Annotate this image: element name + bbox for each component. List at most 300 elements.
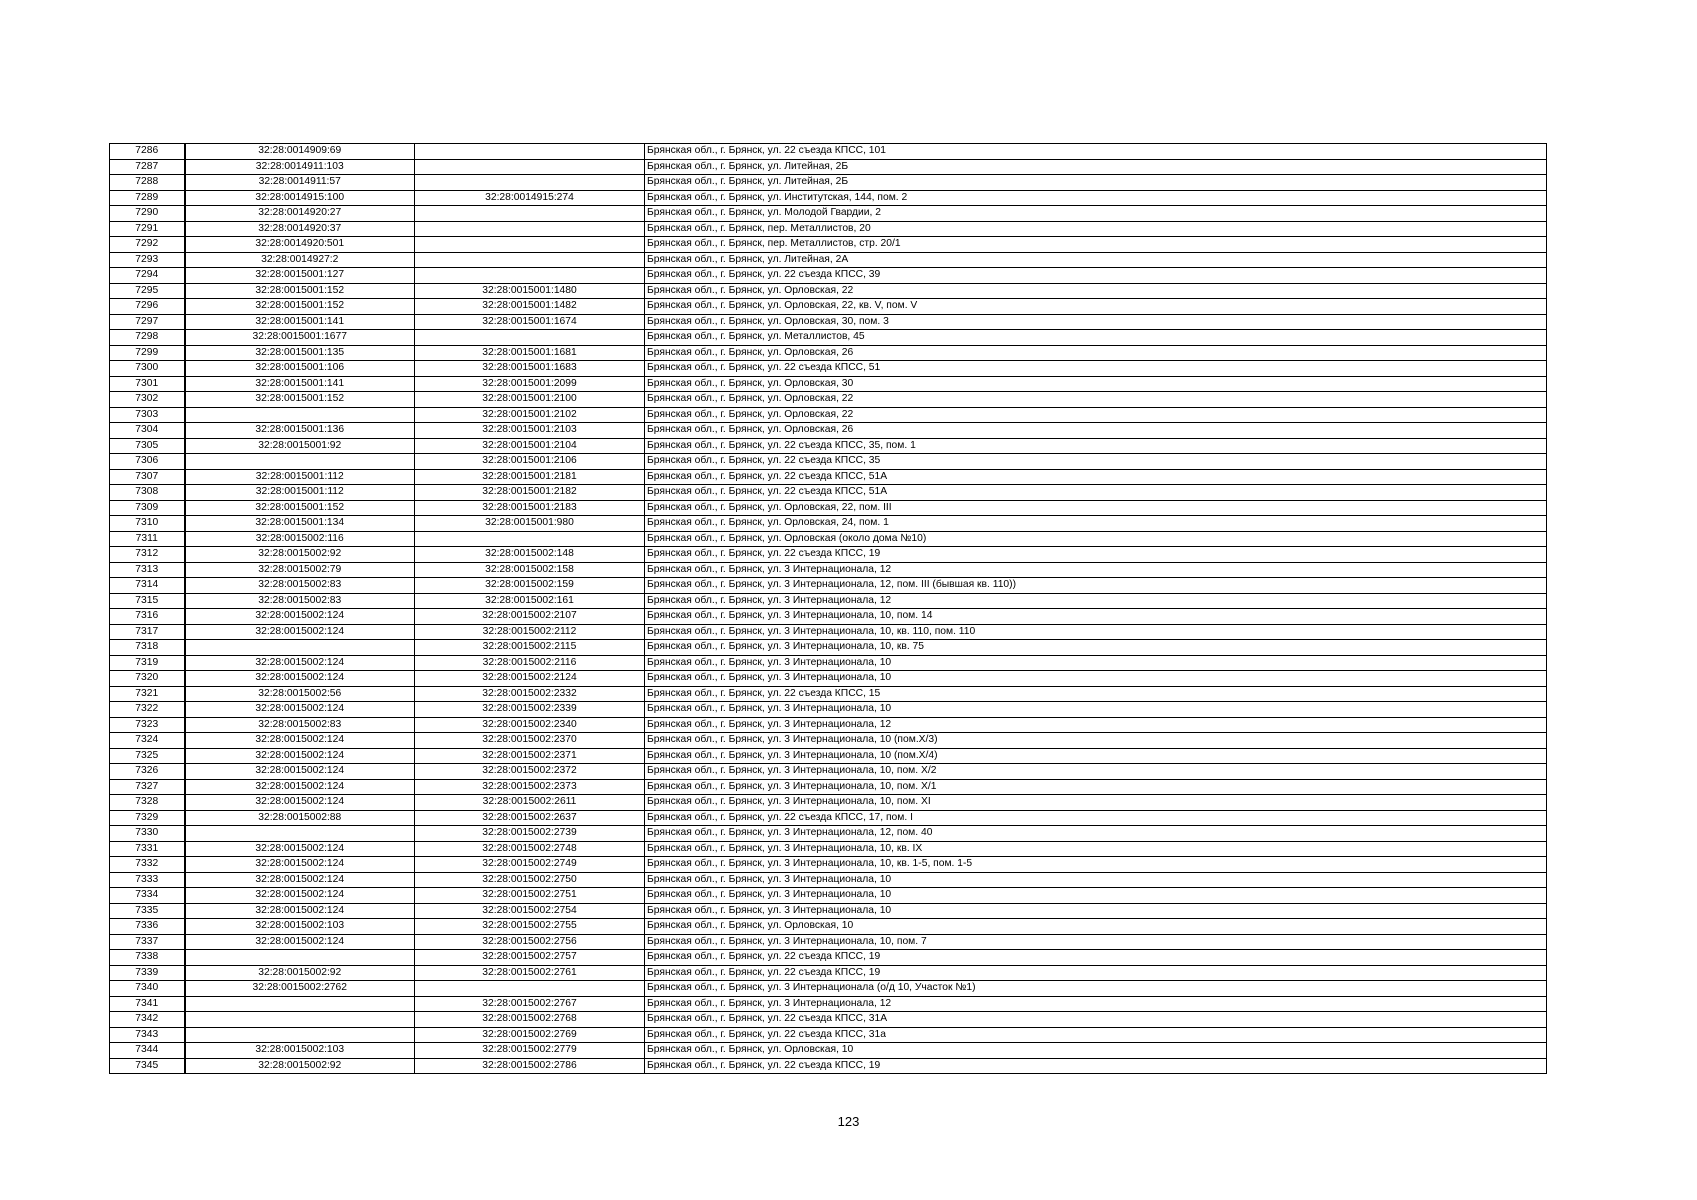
land-parcel-cadastral-number-cell: 32:28:0014920:37 bbox=[185, 221, 415, 237]
address-cell: Брянская обл., г. Брянск, пер. Металлистов, 20 bbox=[645, 221, 1547, 237]
address-cell: Брянская обл., г. Брянск, ул. Орловская, 30, пом. 3 bbox=[645, 314, 1547, 330]
record-number-cell: 7339 bbox=[110, 965, 185, 981]
object-cadastral-number-cell: 32:28:0015002:2769 bbox=[415, 1027, 645, 1043]
table-row bbox=[110, 764, 1547, 780]
land-parcel-cadastral-number-cell: 32:28:0014927:2 bbox=[185, 252, 415, 268]
object-cadastral-number-cell: 32:28:0015002:2757 bbox=[415, 950, 645, 966]
record-number-cell: 7326 bbox=[110, 764, 185, 780]
table-row bbox=[110, 717, 1547, 733]
land-parcel-cadastral-number-cell: 32:28:0015001:152 bbox=[185, 283, 415, 299]
address-cell: Брянская обл., г. Брянск, ул. Орловская (около дома №10) bbox=[645, 531, 1547, 547]
table-row bbox=[110, 1027, 1547, 1043]
record-number-cell: 7341 bbox=[110, 996, 185, 1012]
table-row bbox=[110, 144, 1547, 160]
address-cell: Брянская обл., г. Брянск, ул. 22 съезда КПСС, 31а bbox=[645, 1027, 1547, 1043]
object-cadastral-number-cell: 32:28:0015001:2100 bbox=[415, 392, 645, 408]
address-cell: Брянская обл., г. Брянск, ул. Орловская, 22 bbox=[645, 407, 1547, 423]
table-row bbox=[110, 469, 1547, 485]
table-row bbox=[110, 810, 1547, 826]
table-row bbox=[110, 671, 1547, 687]
object-cadastral-number-cell: 32:28:0015001:2103 bbox=[415, 423, 645, 439]
object-cadastral-number-cell: 32:28:0015002:2373 bbox=[415, 779, 645, 795]
table-row bbox=[110, 547, 1547, 563]
table-row bbox=[110, 981, 1547, 997]
address-cell: Брянская обл., г. Брянск, ул. 3 Интернационала (о/д 10, Участок №1) bbox=[645, 981, 1547, 997]
record-number-cell: 7319 bbox=[110, 655, 185, 671]
table-row bbox=[110, 314, 1547, 330]
table-row bbox=[110, 903, 1547, 919]
address-cell: Брянская обл., г. Брянск, ул. Орловская, 24, пом. 1 bbox=[645, 516, 1547, 532]
land-parcel-cadastral-number-cell: 32:28:0014920:501 bbox=[185, 237, 415, 253]
land-parcel-cadastral-number-cell bbox=[185, 950, 415, 966]
record-number-cell: 7332 bbox=[110, 857, 185, 873]
object-cadastral-number-cell: 32:28:0015002:2372 bbox=[415, 764, 645, 780]
land-parcel-cadastral-number-cell: 32:28:0015002:116 bbox=[185, 531, 415, 547]
object-cadastral-number-cell: 32:28:0015002:2750 bbox=[415, 872, 645, 888]
address-cell: Брянская обл., г. Брянск, ул. Орловская, 30 bbox=[645, 376, 1547, 392]
table-row bbox=[110, 299, 1547, 315]
address-cell: Брянская обл., г. Брянск, ул. 3 Интернационала, 10, кв. 110, пом. 110 bbox=[645, 624, 1547, 640]
address-cell: Брянская обл., г. Брянск, ул. Орловская, 22 bbox=[645, 283, 1547, 299]
table-row bbox=[110, 361, 1547, 377]
land-parcel-cadastral-number-cell: 32:28:0015001:152 bbox=[185, 299, 415, 315]
address-cell: Брянская обл., г. Брянск, ул. 22 съезда КПСС, 51 bbox=[645, 361, 1547, 377]
land-parcel-cadastral-number-cell: 32:28:0015001:136 bbox=[185, 423, 415, 439]
land-parcel-cadastral-number-cell: 32:28:0015002:83 bbox=[185, 593, 415, 609]
land-parcel-cadastral-number-cell: 32:28:0015002:124 bbox=[185, 903, 415, 919]
object-cadastral-number-cell: 32:28:0015002:2749 bbox=[415, 857, 645, 873]
address-cell: Брянская обл., г. Брянск, ул. 22 съезда КПСС, 35, пом. 1 bbox=[645, 438, 1547, 454]
record-number-cell: 7289 bbox=[110, 190, 185, 206]
table-row bbox=[110, 485, 1547, 501]
land-parcel-cadastral-number-cell: 32:28:0015002:124 bbox=[185, 795, 415, 811]
address-cell: Брянская обл., г. Брянск, ул. 3 Интернационала, 12, пом. 40 bbox=[645, 826, 1547, 842]
table-row bbox=[110, 841, 1547, 857]
record-number-cell: 7300 bbox=[110, 361, 185, 377]
address-cell: Брянская обл., г. Брянск, ул. 22 съезда КПСС, 19 bbox=[645, 547, 1547, 563]
address-cell: Брянская обл., г. Брянск, ул. 3 Интернационала, 10 bbox=[645, 655, 1547, 671]
address-cell: Брянская обл., г. Брянск, ул. 22 съезда КПСС, 15 bbox=[645, 686, 1547, 702]
table-row bbox=[110, 221, 1547, 237]
address-cell: Брянская обл., г. Брянск, ул. Молодой Гвардии, 2 bbox=[645, 206, 1547, 222]
table-row bbox=[110, 330, 1547, 346]
record-number-cell: 7314 bbox=[110, 578, 185, 594]
land-parcel-cadastral-number-cell bbox=[185, 454, 415, 470]
record-number-cell: 7310 bbox=[110, 516, 185, 532]
address-cell: Брянская обл., г. Брянск, ул. 3 Интернационала, 10, кв. 1-5, пом. 1-5 bbox=[645, 857, 1547, 873]
land-parcel-cadastral-number-cell: 32:28:0015002:88 bbox=[185, 810, 415, 826]
record-number-cell: 7340 bbox=[110, 981, 185, 997]
record-number-cell: 7311 bbox=[110, 531, 185, 547]
table-row bbox=[110, 1012, 1547, 1028]
land-parcel-cadastral-number-cell: 32:28:0015001:92 bbox=[185, 438, 415, 454]
object-cadastral-number-cell: 32:28:0015001:980 bbox=[415, 516, 645, 532]
record-number-cell: 7331 bbox=[110, 841, 185, 857]
record-number-cell: 7302 bbox=[110, 392, 185, 408]
address-cell: Брянская обл., г. Брянск, ул. 3 Интернационала, 10 bbox=[645, 903, 1547, 919]
land-parcel-cadastral-number-cell: 32:28:0015002:83 bbox=[185, 578, 415, 594]
table-row bbox=[110, 655, 1547, 671]
address-cell: Брянская обл., г. Брянск, ул. 3 Интернационала, 12 bbox=[645, 717, 1547, 733]
record-number-cell: 7338 bbox=[110, 950, 185, 966]
table-row bbox=[110, 996, 1547, 1012]
land-parcel-cadastral-number-cell bbox=[185, 1027, 415, 1043]
address-cell: Брянская обл., г. Брянск, ул. 3 Интернационала, 10 (пом.Х/3) bbox=[645, 733, 1547, 749]
record-number-cell: 7299 bbox=[110, 345, 185, 361]
object-cadastral-number-cell bbox=[415, 159, 645, 175]
record-number-cell: 7295 bbox=[110, 283, 185, 299]
address-cell: Брянская обл., г. Брянск, ул. 22 съезда КПСС, 35 bbox=[645, 454, 1547, 470]
record-number-cell: 7297 bbox=[110, 314, 185, 330]
table-row bbox=[110, 919, 1547, 935]
land-parcel-cadastral-number-cell: 32:28:0015001:141 bbox=[185, 314, 415, 330]
record-number-cell: 7316 bbox=[110, 609, 185, 625]
address-cell: Брянская обл., г. Брянск, ул. 3 Интернационала, 12 bbox=[645, 996, 1547, 1012]
land-parcel-cadastral-number-cell: 32:28:0015002:56 bbox=[185, 686, 415, 702]
address-cell: Брянская обл., г. Брянск, ул. 3 Интернационала, 10 bbox=[645, 888, 1547, 904]
object-cadastral-number-cell: 32:28:0015001:2181 bbox=[415, 469, 645, 485]
record-number-cell: 7286 bbox=[110, 144, 185, 160]
record-number-cell: 7308 bbox=[110, 485, 185, 501]
land-parcel-cadastral-number-cell: 32:28:0015001:152 bbox=[185, 500, 415, 516]
record-number-cell: 7334 bbox=[110, 888, 185, 904]
object-cadastral-number-cell bbox=[415, 221, 645, 237]
land-parcel-cadastral-number-cell: 32:28:0015002:124 bbox=[185, 934, 415, 950]
land-parcel-cadastral-number-cell: 32:28:0015002:79 bbox=[185, 562, 415, 578]
record-number-cell: 7321 bbox=[110, 686, 185, 702]
object-cadastral-number-cell: 32:28:0015001:1482 bbox=[415, 299, 645, 315]
land-parcel-cadastral-number-cell: 32:28:0015002:124 bbox=[185, 733, 415, 749]
record-number-cell: 7343 bbox=[110, 1027, 185, 1043]
table-row bbox=[110, 609, 1547, 625]
object-cadastral-number-cell: 32:28:0015002:2739 bbox=[415, 826, 645, 842]
land-parcel-cadastral-number-cell: 32:28:0015001:134 bbox=[185, 516, 415, 532]
land-parcel-cadastral-number-cell: 32:28:0015002:124 bbox=[185, 748, 415, 764]
object-cadastral-number-cell: 32:28:0015002:2339 bbox=[415, 702, 645, 718]
land-parcel-cadastral-number-cell: 32:28:0015002:92 bbox=[185, 965, 415, 981]
record-number-cell: 7306 bbox=[110, 454, 185, 470]
object-cadastral-number-cell: 32:28:0015002:159 bbox=[415, 578, 645, 594]
object-cadastral-number-cell: 32:28:0015002:2116 bbox=[415, 655, 645, 671]
object-cadastral-number-cell: 32:28:0015001:1683 bbox=[415, 361, 645, 377]
table-row bbox=[110, 392, 1547, 408]
address-cell: Брянская обл., г. Брянск, ул. 22 съезда КПСС, 19 bbox=[645, 1058, 1547, 1074]
object-cadastral-number-cell: 32:28:0015002:2767 bbox=[415, 996, 645, 1012]
land-parcel-cadastral-number-cell: 32:28:0015002:124 bbox=[185, 841, 415, 857]
address-cell: Брянская обл., г. Брянск, ул. 3 Интернационала, 10, пом. Х/2 bbox=[645, 764, 1547, 780]
record-number-cell: 7288 bbox=[110, 175, 185, 191]
register-table bbox=[109, 143, 1547, 1074]
record-number-cell: 7335 bbox=[110, 903, 185, 919]
object-cadastral-number-cell: 32:28:0015001:1480 bbox=[415, 283, 645, 299]
table-row bbox=[110, 562, 1547, 578]
address-cell: Брянская обл., г. Брянск, ул. 3 Интернационала, 10, пом. Х/1 bbox=[645, 779, 1547, 795]
object-cadastral-number-cell bbox=[415, 268, 645, 284]
record-number-cell: 7322 bbox=[110, 702, 185, 718]
record-number-cell: 7296 bbox=[110, 299, 185, 315]
land-parcel-cadastral-number-cell: 32:28:0015002:124 bbox=[185, 655, 415, 671]
table-row bbox=[110, 268, 1547, 284]
address-cell: Брянская обл., г. Брянск, ул. 3 Интернационала, 10, пом. 7 bbox=[645, 934, 1547, 950]
object-cadastral-number-cell: 32:28:0015001:2183 bbox=[415, 500, 645, 516]
table-row bbox=[110, 159, 1547, 175]
land-parcel-cadastral-number-cell: 32:28:0015001:135 bbox=[185, 345, 415, 361]
table-row bbox=[110, 500, 1547, 516]
land-parcel-cadastral-number-cell: 32:28:0015001:106 bbox=[185, 361, 415, 377]
table-row bbox=[110, 423, 1547, 439]
object-cadastral-number-cell bbox=[415, 330, 645, 346]
table-row bbox=[110, 345, 1547, 361]
land-parcel-cadastral-number-cell: 32:28:0015001:1677 bbox=[185, 330, 415, 346]
object-cadastral-number-cell: 32:28:0015002:2779 bbox=[415, 1043, 645, 1059]
land-parcel-cadastral-number-cell: 32:28:0015002:92 bbox=[185, 1058, 415, 1074]
land-parcel-cadastral-number-cell: 32:28:0015002:2762 bbox=[185, 981, 415, 997]
table-row bbox=[110, 888, 1547, 904]
table-row bbox=[110, 795, 1547, 811]
address-cell: Брянская обл., г. Брянск, ул. 3 Интернационала, 10 bbox=[645, 872, 1547, 888]
land-parcel-cadastral-number-cell bbox=[185, 407, 415, 423]
table-row bbox=[110, 624, 1547, 640]
record-number-cell: 7307 bbox=[110, 469, 185, 485]
land-parcel-cadastral-number-cell: 32:28:0015002:124 bbox=[185, 702, 415, 718]
table-row bbox=[110, 733, 1547, 749]
record-number-cell: 7327 bbox=[110, 779, 185, 795]
address-cell: Брянская обл., г. Брянск, ул. Орловская, 26 bbox=[645, 423, 1547, 439]
table-row bbox=[110, 252, 1547, 268]
land-parcel-cadastral-number-cell: 32:28:0015002:124 bbox=[185, 624, 415, 640]
record-number-cell: 7329 bbox=[110, 810, 185, 826]
record-number-cell: 7323 bbox=[110, 717, 185, 733]
object-cadastral-number-cell: 32:28:0015001:2106 bbox=[415, 454, 645, 470]
object-cadastral-number-cell: 32:28:0015002:2786 bbox=[415, 1058, 645, 1074]
table-row bbox=[110, 206, 1547, 222]
table-row bbox=[110, 872, 1547, 888]
record-number-cell: 7298 bbox=[110, 330, 185, 346]
address-cell: Брянская обл., г. Брянск, ул. 3 Интернационала, 10, кв. IX bbox=[645, 841, 1547, 857]
address-cell: Брянская обл., г. Брянск, ул. 3 Интернационала, 10 bbox=[645, 671, 1547, 687]
address-cell: Брянская обл., г. Брянск, ул. Институтская, 144, пом. 2 bbox=[645, 190, 1547, 206]
object-cadastral-number-cell: 32:28:0015002:2748 bbox=[415, 841, 645, 857]
object-cadastral-number-cell bbox=[415, 237, 645, 253]
land-parcel-cadastral-number-cell: 32:28:0015002:124 bbox=[185, 609, 415, 625]
object-cadastral-number-cell: 32:28:0015002:2371 bbox=[415, 748, 645, 764]
record-number-cell: 7291 bbox=[110, 221, 185, 237]
object-cadastral-number-cell: 32:28:0015001:2104 bbox=[415, 438, 645, 454]
object-cadastral-number-cell: 32:28:0014915:274 bbox=[415, 190, 645, 206]
land-parcel-cadastral-number-cell: 32:28:0015002:124 bbox=[185, 872, 415, 888]
object-cadastral-number-cell bbox=[415, 981, 645, 997]
record-number-cell: 7325 bbox=[110, 748, 185, 764]
register-table-body bbox=[110, 144, 1547, 1074]
object-cadastral-number-cell: 32:28:0015002:2754 bbox=[415, 903, 645, 919]
object-cadastral-number-cell: 32:28:0015002:2761 bbox=[415, 965, 645, 981]
object-cadastral-number-cell: 32:28:0015002:2751 bbox=[415, 888, 645, 904]
address-cell: Брянская обл., г. Брянск, ул. Орловская, 26 bbox=[645, 345, 1547, 361]
object-cadastral-number-cell bbox=[415, 531, 645, 547]
record-number-cell: 7305 bbox=[110, 438, 185, 454]
object-cadastral-number-cell: 32:28:0015002:2637 bbox=[415, 810, 645, 826]
table-row bbox=[110, 283, 1547, 299]
land-parcel-cadastral-number-cell: 32:28:0015002:124 bbox=[185, 764, 415, 780]
address-cell: Брянская обл., г. Брянск, пер. Металлистов, стр. 20/1 bbox=[645, 237, 1547, 253]
record-number-cell: 7293 bbox=[110, 252, 185, 268]
table-row bbox=[110, 454, 1547, 470]
land-parcel-cadastral-number-cell: 32:28:0015001:141 bbox=[185, 376, 415, 392]
object-cadastral-number-cell: 32:28:0015002:2115 bbox=[415, 640, 645, 656]
land-parcel-cadastral-number-cell: 32:28:0015002:124 bbox=[185, 888, 415, 904]
land-parcel-cadastral-number-cell bbox=[185, 826, 415, 842]
address-cell: Брянская обл., г. Брянск, ул. Литейная, 2А bbox=[645, 252, 1547, 268]
record-number-cell: 7342 bbox=[110, 1012, 185, 1028]
address-cell: Брянская обл., г. Брянск, ул. 3 Интернационала, 10 bbox=[645, 702, 1547, 718]
table-row bbox=[110, 593, 1547, 609]
object-cadastral-number-cell bbox=[415, 175, 645, 191]
address-cell: Брянская обл., г. Брянск, ул. 3 Интернационала, 10, пом. 14 bbox=[645, 609, 1547, 625]
table-row bbox=[110, 965, 1547, 981]
land-parcel-cadastral-number-cell bbox=[185, 996, 415, 1012]
land-parcel-cadastral-number-cell: 32:28:0015002:103 bbox=[185, 1043, 415, 1059]
record-number-cell: 7313 bbox=[110, 562, 185, 578]
table-row bbox=[110, 779, 1547, 795]
table-row bbox=[110, 376, 1547, 392]
land-parcel-cadastral-number-cell: 32:28:0015002:124 bbox=[185, 779, 415, 795]
table-row bbox=[110, 190, 1547, 206]
table-row bbox=[110, 438, 1547, 454]
record-number-cell: 7324 bbox=[110, 733, 185, 749]
table-row bbox=[110, 407, 1547, 423]
object-cadastral-number-cell: 32:28:0015001:2099 bbox=[415, 376, 645, 392]
land-parcel-cadastral-number-cell: 32:28:0014911:57 bbox=[185, 175, 415, 191]
address-cell: Брянская обл., г. Брянск, ул. 22 съезда КПСС, 31А bbox=[645, 1012, 1547, 1028]
table-row bbox=[110, 516, 1547, 532]
land-parcel-cadastral-number-cell: 32:28:0014911:103 bbox=[185, 159, 415, 175]
land-parcel-cadastral-number-cell: 32:28:0014920:27 bbox=[185, 206, 415, 222]
address-cell: Брянская обл., г. Брянск, ул. 22 съезда КПСС, 51А bbox=[645, 485, 1547, 501]
record-number-cell: 7317 bbox=[110, 624, 185, 640]
record-number-cell: 7287 bbox=[110, 159, 185, 175]
object-cadastral-number-cell: 32:28:0015001:1674 bbox=[415, 314, 645, 330]
table-row bbox=[110, 640, 1547, 656]
record-number-cell: 7344 bbox=[110, 1043, 185, 1059]
address-cell: Брянская обл., г. Брянск, ул. 22 съезда КПСС, 101 bbox=[645, 144, 1547, 160]
table-row bbox=[110, 826, 1547, 842]
object-cadastral-number-cell bbox=[415, 144, 645, 160]
address-cell: Брянская обл., г. Брянск, ул. 3 Интернационала, 12, пом. III (бывшая кв. 110)) bbox=[645, 578, 1547, 594]
object-cadastral-number-cell: 32:28:0015002:2112 bbox=[415, 624, 645, 640]
address-cell: Брянская обл., г. Брянск, ул. 22 съезда КПСС, 19 bbox=[645, 965, 1547, 981]
record-number-cell: 7290 bbox=[110, 206, 185, 222]
object-cadastral-number-cell: 32:28:0015002:2768 bbox=[415, 1012, 645, 1028]
record-number-cell: 7303 bbox=[110, 407, 185, 423]
record-number-cell: 7337 bbox=[110, 934, 185, 950]
address-cell: Брянская обл., г. Брянск, ул. Орловская, 22 bbox=[645, 392, 1547, 408]
object-cadastral-number-cell: 32:28:0015002:2124 bbox=[415, 671, 645, 687]
address-cell: Брянская обл., г. Брянск, ул. 3 Интернационала, 10, пом. XI bbox=[645, 795, 1547, 811]
address-cell: Брянская обл., г. Брянск, ул. Металлистов, 45 bbox=[645, 330, 1547, 346]
table-row bbox=[110, 578, 1547, 594]
table-row bbox=[110, 1058, 1547, 1074]
page-number: 123 bbox=[837, 1114, 860, 1129]
record-number-cell: 7328 bbox=[110, 795, 185, 811]
land-parcel-cadastral-number-cell: 32:28:0015002:103 bbox=[185, 919, 415, 935]
object-cadastral-number-cell bbox=[415, 206, 645, 222]
address-cell: Брянская обл., г. Брянск, ул. Орловская, 10 bbox=[645, 1043, 1547, 1059]
record-number-cell: 7309 bbox=[110, 500, 185, 516]
object-cadastral-number-cell: 32:28:0015001:2102 bbox=[415, 407, 645, 423]
land-parcel-cadastral-number-cell: 32:28:0015002:92 bbox=[185, 547, 415, 563]
object-cadastral-number-cell: 32:28:0015002:2370 bbox=[415, 733, 645, 749]
land-parcel-cadastral-number-cell: 32:28:0015001:127 bbox=[185, 268, 415, 284]
record-number-cell: 7312 bbox=[110, 547, 185, 563]
address-cell: Брянская обл., г. Брянск, ул. Орловская, 10 bbox=[645, 919, 1547, 935]
address-cell: Брянская обл., г. Брянск, ул. 22 съезда КПСС, 19 bbox=[645, 950, 1547, 966]
table-row bbox=[110, 531, 1547, 547]
land-parcel-cadastral-number-cell: 32:28:0014909:69 bbox=[185, 144, 415, 160]
address-cell: Брянская обл., г. Брянск, ул. 3 Интернационала, 12 bbox=[645, 593, 1547, 609]
land-parcel-cadastral-number-cell bbox=[185, 640, 415, 656]
table-row bbox=[110, 950, 1547, 966]
table-row bbox=[110, 686, 1547, 702]
land-parcel-cadastral-number-cell: 32:28:0014915:100 bbox=[185, 190, 415, 206]
record-number-cell: 7315 bbox=[110, 593, 185, 609]
object-cadastral-number-cell: 32:28:0015002:148 bbox=[415, 547, 645, 563]
address-cell: Брянская обл., г. Брянск, ул. Орловская, 22, пом. III bbox=[645, 500, 1547, 516]
object-cadastral-number-cell: 32:28:0015001:1681 bbox=[415, 345, 645, 361]
address-cell: Брянская обл., г. Брянск, ул. Литейная, 2Б bbox=[645, 175, 1547, 191]
land-parcel-cadastral-number-cell: 32:28:0015001:152 bbox=[185, 392, 415, 408]
object-cadastral-number-cell: 32:28:0015002:2107 bbox=[415, 609, 645, 625]
object-cadastral-number-cell: 32:28:0015002:161 bbox=[415, 593, 645, 609]
land-parcel-cadastral-number-cell bbox=[185, 1012, 415, 1028]
record-number-cell: 7333 bbox=[110, 872, 185, 888]
address-cell: Брянская обл., г. Брянск, ул. 3 Интернационала, 10 (пом.Х/4) bbox=[645, 748, 1547, 764]
land-parcel-cadastral-number-cell: 32:28:0015002:83 bbox=[185, 717, 415, 733]
land-parcel-cadastral-number-cell: 32:28:0015002:124 bbox=[185, 857, 415, 873]
address-cell: Брянская обл., г. Брянск, ул. 22 съезда КПСС, 51А bbox=[645, 469, 1547, 485]
record-number-cell: 7301 bbox=[110, 376, 185, 392]
address-cell: Брянская обл., г. Брянск, ул. Литейная, 2Б bbox=[645, 159, 1547, 175]
table-row bbox=[110, 237, 1547, 253]
object-cadastral-number-cell: 32:28:0015002:158 bbox=[415, 562, 645, 578]
record-number-cell: 7330 bbox=[110, 826, 185, 842]
object-cadastral-number-cell: 32:28:0015001:2182 bbox=[415, 485, 645, 501]
land-parcel-cadastral-number-cell: 32:28:0015001:112 bbox=[185, 469, 415, 485]
table-row bbox=[110, 175, 1547, 191]
object-cadastral-number-cell: 32:28:0015002:2756 bbox=[415, 934, 645, 950]
record-number-cell: 7304 bbox=[110, 423, 185, 439]
record-number-cell: 7292 bbox=[110, 237, 185, 253]
land-parcel-cadastral-number-cell: 32:28:0015002:124 bbox=[185, 671, 415, 687]
address-cell: Брянская обл., г. Брянск, ул. 3 Интернационала, 12 bbox=[645, 562, 1547, 578]
object-cadastral-number-cell bbox=[415, 252, 645, 268]
table-row bbox=[110, 1043, 1547, 1059]
record-number-cell: 7318 bbox=[110, 640, 185, 656]
record-number-cell: 7320 bbox=[110, 671, 185, 687]
object-cadastral-number-cell: 32:28:0015002:2611 bbox=[415, 795, 645, 811]
record-number-cell: 7294 bbox=[110, 268, 185, 284]
record-number-cell: 7345 bbox=[110, 1058, 185, 1074]
table-row bbox=[110, 748, 1547, 764]
table-row bbox=[110, 702, 1547, 718]
address-cell: Брянская обл., г. Брянск, ул. 3 Интернационала, 10, кв. 75 bbox=[645, 640, 1547, 656]
address-cell: Брянская обл., г. Брянск, ул. Орловская, 22, кв. V, пом. V bbox=[645, 299, 1547, 315]
table-row bbox=[110, 857, 1547, 873]
record-number-cell: 7336 bbox=[110, 919, 185, 935]
address-cell: Брянская обл., г. Брянск, ул. 22 съезда КПСС, 39 bbox=[645, 268, 1547, 284]
object-cadastral-number-cell: 32:28:0015002:2340 bbox=[415, 717, 645, 733]
table-row bbox=[110, 934, 1547, 950]
address-cell: Брянская обл., г. Брянск, ул. 22 съезда КПСС, 17, пом. I bbox=[645, 810, 1547, 826]
